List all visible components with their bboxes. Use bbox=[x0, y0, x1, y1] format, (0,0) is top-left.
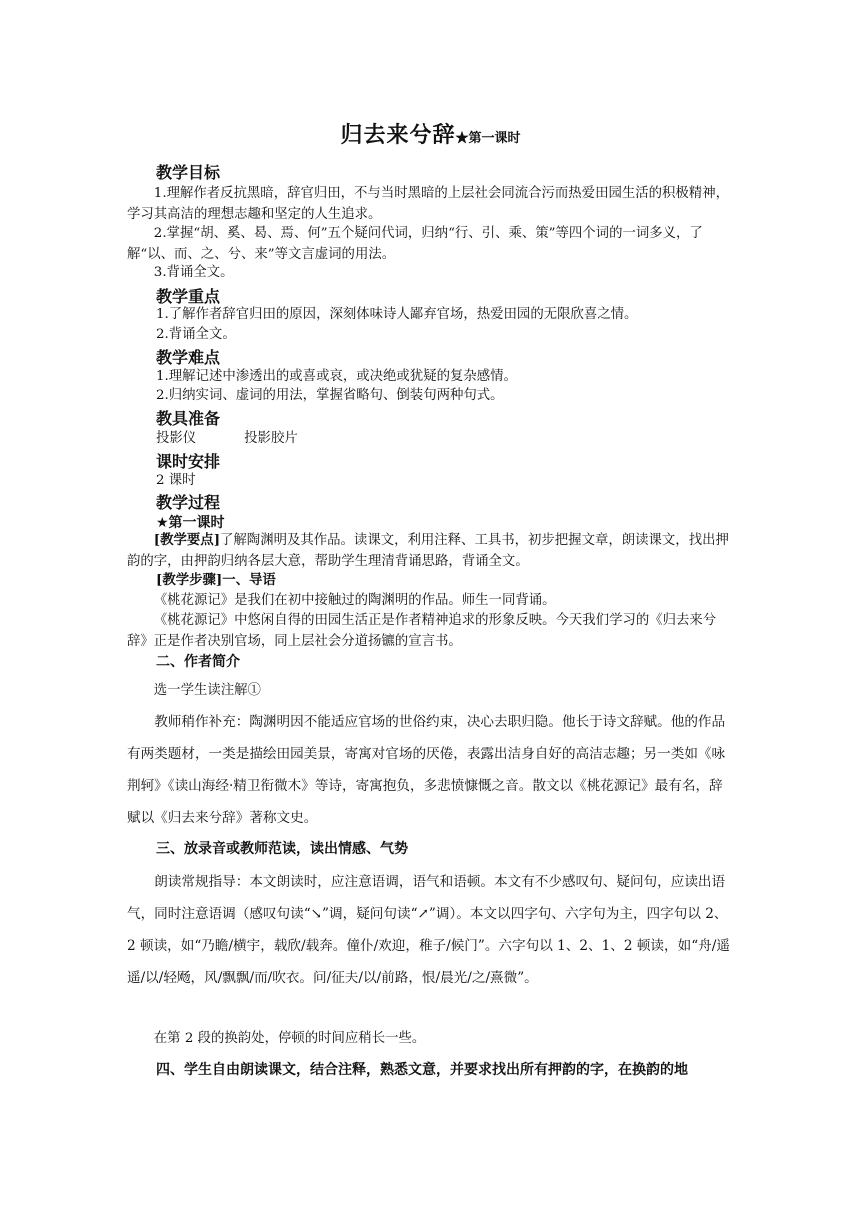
steps-label: [教学步骤] bbox=[156, 572, 223, 588]
key-point-2: 2.背诵全文。 bbox=[156, 327, 236, 342]
heading-objectives: 教学目标 bbox=[156, 163, 221, 182]
objective-2: 2.掌握“胡、奚、曷、焉、何”五个疑问代词，归纳“行、引、乘、策”等四个词的一词多义，了解“以、而、之、兮、来”等文言虚词的用法。 bbox=[127, 226, 703, 262]
difficulty-1: 1.理解记述中渗透出的或喜或哀，或决绝或犹疑的复杂感情。 bbox=[156, 369, 517, 384]
heading-schedule: 课时安排 bbox=[156, 452, 221, 471]
heading-key-points: 教学重点 bbox=[156, 287, 221, 306]
focus-text: 了解陶渊明及其作品。读课文，利用注释、工具书，初步把握文章，朗读课文，找出押韵的字，由押韵归纳各层大意，帮助学生理清背诵思路，背诵全文。 bbox=[127, 533, 729, 569]
teaching-focus bbox=[127, 530, 734, 572]
step4-title: 四、学生自由朗读课文，结合注释，熟悉文意，并要求找出所有押韵的字，在换韵的地 bbox=[156, 1062, 688, 1078]
objective-1: 1.理解作者反抗黑暗，辞官归田，不与当时黑暗的上层社会同流合污而热爱田园生活的积极精神，学习其高洁的理想志趣和坚定的人生追求。 bbox=[127, 186, 729, 222]
teaching-steps bbox=[156, 570, 276, 591]
heading-tools: 教具准备 bbox=[156, 409, 221, 428]
tool-1: 投影仪 bbox=[156, 431, 197, 446]
step2-paragraph-1: 选一学生读注解① bbox=[153, 683, 261, 698]
step1-paragraph-1: 《桃花源记》是我们在初中接触过的陶渊明的作品。师生一同背诵。 bbox=[153, 593, 556, 608]
step3-title: 三、放录音或教师范读，读出情感、气势 bbox=[156, 841, 408, 857]
title-sub: ★第一课时 bbox=[455, 131, 521, 146]
difficulty-2: 2.归纳实词、虚词的用法，掌握省略句、倒装句两种句式。 bbox=[156, 388, 504, 403]
heading-process: 教学过程 bbox=[156, 493, 221, 512]
focus-label: [教学要点] bbox=[153, 532, 221, 548]
schedule-value: 2 课时 bbox=[156, 473, 196, 488]
step3-paragraph-1: 朗读常规指导：本文朗读时，应注意语调，语气和语顿。本文有不少感叹句、疑问句，应读出语气，同时注意语调（感叹句读“↘”调，疑问句读“↗”调）。本文以四字句、六字句为主，四字句以 2、2 顿读，如“乃瞻/横宇，载欣/载奔。僮仆/欢迎，稚子/候门”。六字句以 1、2、1、2 顿读，如“舟/遥遥/以/轻飏，风/飘飘/而/吹衣。问/征夫/以/前路，恨/晨光/之/熹微”。 bbox=[127, 874, 730, 986]
page-title bbox=[127, 118, 734, 149]
lesson-label: ★第一课时 bbox=[156, 515, 225, 531]
step1-title: 一、导语 bbox=[222, 572, 276, 588]
tools-list bbox=[156, 428, 298, 449]
step2-paragraph-2: 教师稍作补充：陶渊明因不能适应官场的世俗约束，决心去职归隐。他长于诗文辞赋。他的作品有两类题材，一类是描绘田园美景，寄寓对官场的厌倦，表露出洁身自好的高洁志趣；另一类如《咏荆轲》《读山海经·精卫衔微木》等诗，寄寓抱负，多悲愤慷慨之音。散文以《桃花源记》最有名，辞赋以《归去来兮辞》著称文史。 bbox=[127, 714, 726, 826]
title-main: 归去来兮辞 bbox=[340, 122, 456, 148]
step1-paragraph-2: 《桃花源记》中悠闲自得的田园生活正是作者精神追求的形象反映。今天我们学习的《归去来兮辞》正是作者决别官场，同上层社会分道扬镳的宣言书。 bbox=[127, 613, 717, 649]
step2-title: 二、作者简介 bbox=[156, 654, 240, 670]
tool-2: 投影胶片 bbox=[244, 431, 298, 446]
heading-difficulties: 教学难点 bbox=[156, 348, 221, 367]
key-point-1: 1.了解作者辞官归田的原因，深刻体味诗人鄙弃官场，热爱田园的无限欣喜之情。 bbox=[156, 307, 638, 322]
objective-3: 3.背诵全文。 bbox=[153, 265, 234, 280]
step3-paragraph-2: 在第 2 段的换韵处，停顿的时间应稍长一些。 bbox=[153, 1031, 426, 1046]
